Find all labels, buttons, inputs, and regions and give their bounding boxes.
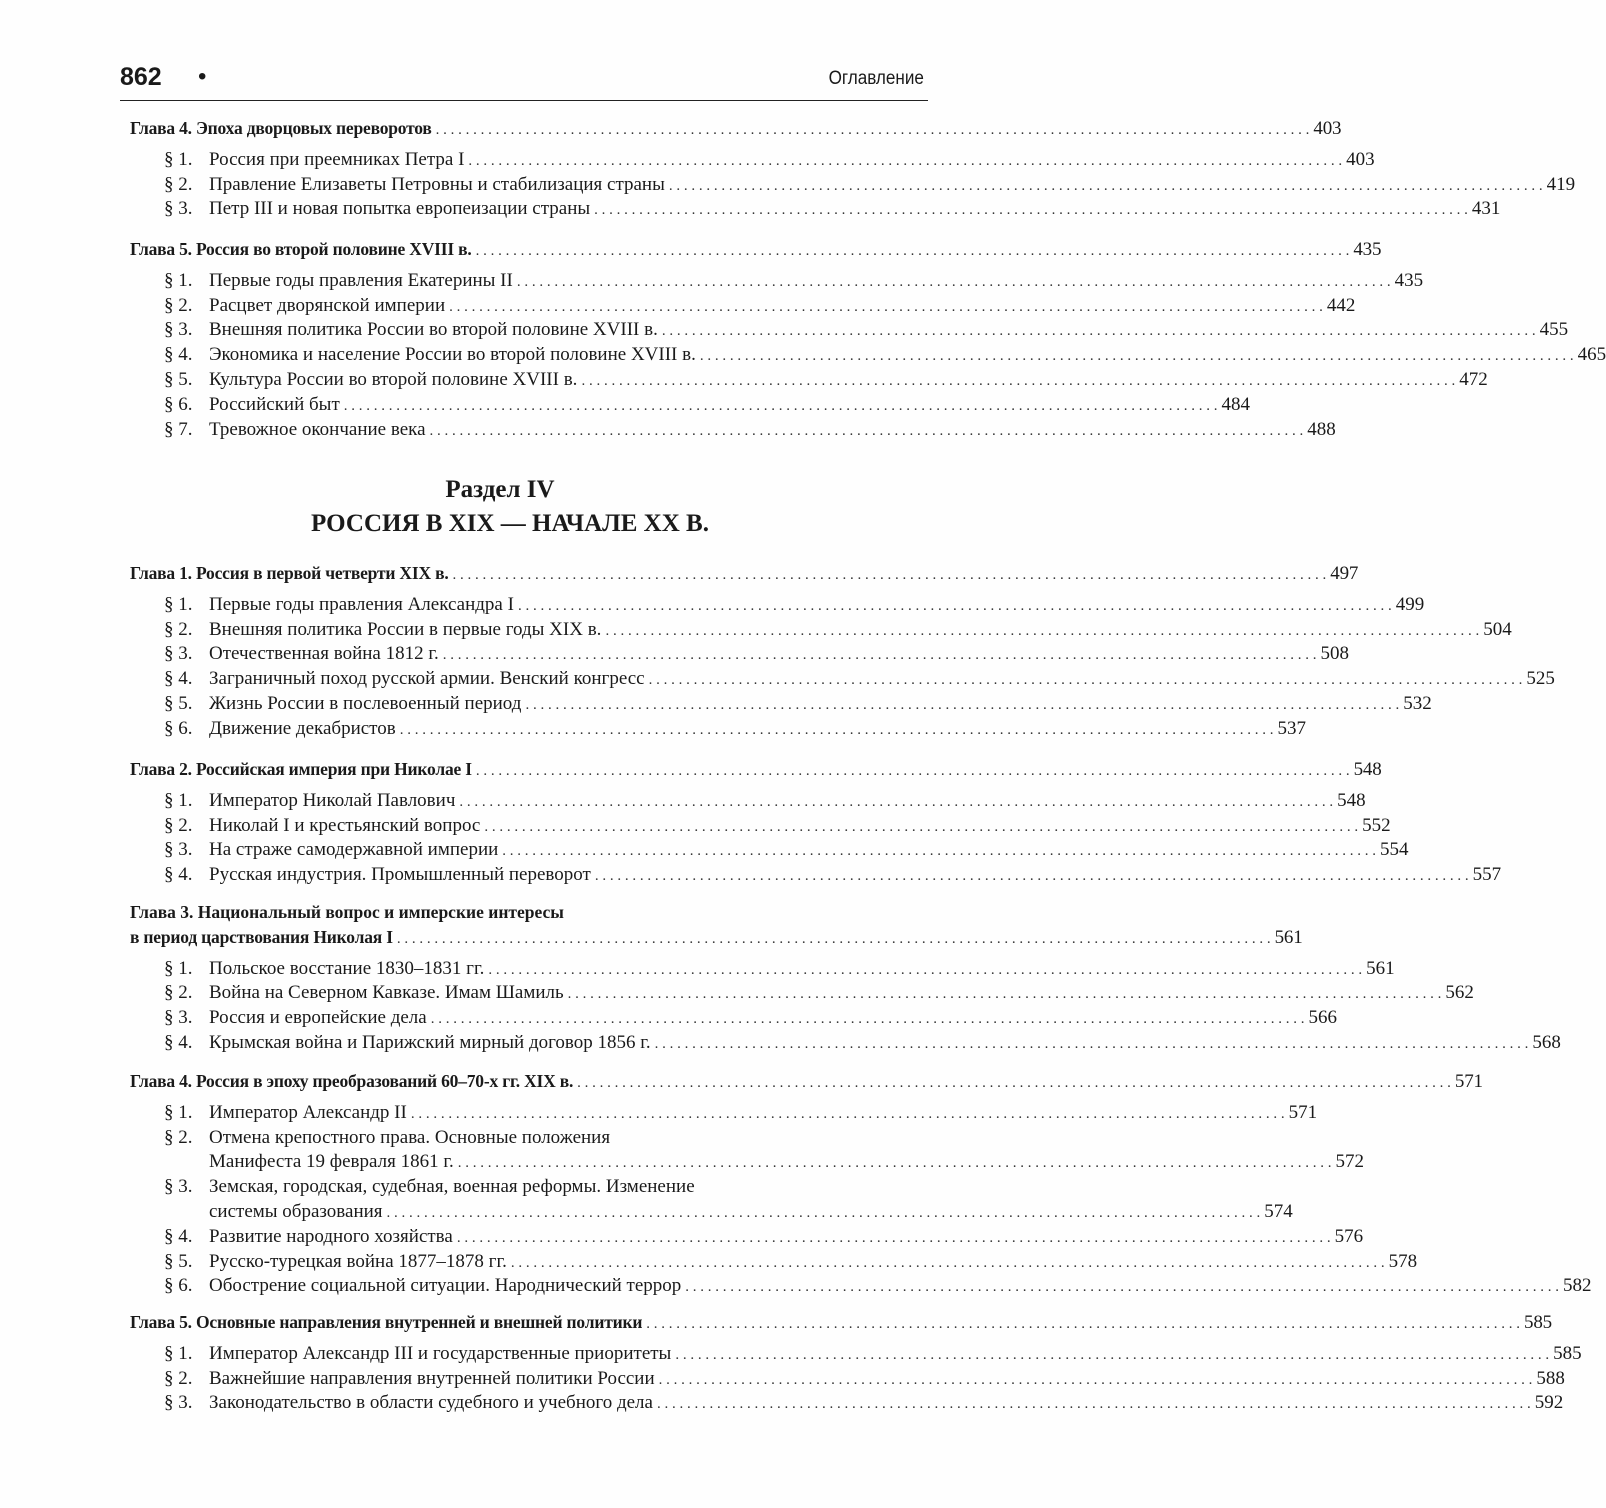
section-label: Раздел IV — [445, 476, 555, 503]
page-number: 862 — [120, 63, 162, 91]
toc-paragraph-entry[interactable]: § 2. Важнейшие направления внутренней политики России . . . 588 — [130, 1367, 928, 1392]
toc-chapter-entry[interactable]: Глава 4. Эпоха дворцовых переворотов . . . 403 — [130, 116, 928, 141]
section-name: РОССИЯ В XIX — НАЧАЛЕ XX В. — [311, 510, 709, 537]
toc-paragraph-entry[interactable]: § 7. Тревожное окончание века . . . 488 — [130, 418, 928, 443]
toc-paragraph-entry[interactable]: § 5. Жизнь России в послевоенный период . . . 532 — [130, 692, 928, 717]
toc-paragraph-entry[interactable]: § 3. Внешняя политика России во второй половине XVIII в. . . . 455 — [130, 318, 928, 343]
toc-chapter-title-line[interactable]: Глава 3. Национальный вопрос и имперские интересы — [130, 902, 564, 922]
toc-paragraph-entry[interactable]: § 2. Внешняя политика России в первые годы XIX в. . . . 504 — [130, 618, 928, 643]
toc-paragraph-entry[interactable]: системы образования . . . 574 — [130, 1200, 928, 1225]
toc-paragraph-entry[interactable]: § 6. Российский быт . . . 484 — [130, 393, 928, 418]
running-title: Оглавление — [828, 68, 924, 89]
toc-paragraph-entry[interactable]: § 3. Законодательство в области судебного и учебного дела . . . 592 — [130, 1391, 928, 1416]
toc-paragraph-entry[interactable]: § 4. Развитие народного хозяйства . . . 576 — [130, 1225, 928, 1250]
toc-paragraph-entry[interactable]: § 1. Император Александр II . . . 571 — [130, 1101, 928, 1126]
toc-chapter-entry[interactable]: Глава 5. Основные направления внутренней и внешней политики . . . 585 — [130, 1310, 928, 1335]
toc-paragraph-entry[interactable]: § 6. Движение декабристов . . . 537 — [130, 717, 928, 742]
toc-paragraph-entry-line1[interactable]: § 2. Отмена крепостного права. Основные положения — [164, 1126, 611, 1148]
toc-paragraph-entry[interactable]: Манифеста 19 февраля 1861 г. . . . 572 — [130, 1150, 928, 1175]
toc-paragraph-entry-line1[interactable]: § 3. Земская, городская, судебная, военная реформы. Изменение — [164, 1176, 695, 1198]
toc-block-chapter-5-part-4 — [130, 1310, 1582, 1416]
toc-paragraph-entry[interactable]: § 5. Культура России во второй половине XVIII в. . . . 472 — [130, 368, 928, 393]
toc-paragraph-entry[interactable]: § 4. Русская индустрия. Промышленный переворот . . . 557 — [130, 863, 928, 888]
toc-chapter-entry[interactable]: Глава 5. Россия во второй половине XVIII в. . . . 435 — [130, 237, 928, 262]
toc-paragraph-entry[interactable]: § 1. Россия при преемниках Петра I . . . 403 — [130, 148, 928, 173]
toc-paragraph-entry[interactable]: § 2. Николай I и крестьянский вопрос . . . 552 — [130, 814, 928, 839]
toc-chapter-entry[interactable]: Глава 1. Россия в первой четверти XIX в. . . . 497 — [130, 561, 928, 586]
toc-paragraph-entry[interactable]: § 1. Польское восстание 1830–1831 гг. . . . 561 — [130, 957, 928, 982]
toc-block-chapter-1-part-4 — [130, 561, 1555, 742]
toc-paragraph-entry[interactable]: § 1. Император Николай Павлович . . . 548 — [130, 789, 928, 814]
toc-paragraph-entry[interactable]: § 4. Экономика и население России во второй половине XVIII в. . . . 465 — [130, 343, 928, 368]
toc-paragraph-entry[interactable]: § 4. Заграничный поход русской армии. Венский конгресс . . . 525 — [130, 667, 928, 692]
toc-paragraph-entry[interactable]: § 2. Расцвет дворянской империи . . . 442 — [130, 294, 928, 319]
page-header — [120, 62, 928, 101]
toc-block-chapter-2-part-4 — [130, 757, 1502, 888]
toc-paragraph-entry[interactable]: § 1. Первые годы правления Александра I . . . 499 — [130, 593, 928, 618]
toc-paragraph-entry[interactable]: § 5. Русско-турецкая война 1877–1878 гг. . . . 578 — [130, 1250, 928, 1275]
toc-paragraph-entry[interactable]: § 3. Отечественная война 1812 г. . . . 508 — [130, 642, 928, 667]
toc-block-chapter-4-part-4 — [130, 1069, 1592, 1299]
toc-paragraph-entry[interactable]: § 3. Петр III и новая попытка европеизации страны . . . 431 — [130, 197, 928, 222]
toc-paragraph-entry[interactable]: § 1. Первые годы правления Екатерины II . . . 435 — [130, 269, 928, 294]
toc-paragraph-entry[interactable]: § 6. Обострение социальной ситуации. Народнический террор . . . 582 — [130, 1274, 928, 1299]
toc-chapter-entry[interactable]: Глава 4. Россия в эпоху преобразований 60–70-х гг. XIX в. . . . 571 — [130, 1069, 928, 1094]
toc-paragraph-entry[interactable]: § 3. Россия и европейские дела . . . 566 — [130, 1006, 928, 1031]
toc-paragraph-entry[interactable]: § 2. Правление Елизаветы Петровны и стабилизация страны . . . 419 — [130, 173, 928, 198]
toc-chapter-entry[interactable]: в период царствования Николая I . . . 561 — [130, 925, 928, 950]
toc-paragraph-entry[interactable]: § 1. Император Александр III и государственные приоритеты . . . 585 — [130, 1342, 928, 1367]
toc-paragraph-entry[interactable]: § 3. На страже самодержавной империи . . . 554 — [130, 838, 928, 863]
toc-paragraph-entry[interactable]: § 4. Крымская война и Парижский мирный договор 1856 г. . . . 568 — [130, 1031, 928, 1056]
toc-block-chapter-5-part-3 — [130, 237, 1606, 442]
header-bullet: • — [198, 63, 207, 90]
toc-block-chapter-3-part-4 — [130, 900, 1561, 1056]
toc-paragraph-entry[interactable]: § 2. Война на Северном Кавказе. Имам Шамиль . . . 562 — [130, 981, 928, 1006]
toc-chapter-entry[interactable]: Глава 2. Российская империя при Николае I . . . 548 — [130, 757, 928, 782]
toc-block-chapter-4-part-3 — [130, 116, 1576, 222]
